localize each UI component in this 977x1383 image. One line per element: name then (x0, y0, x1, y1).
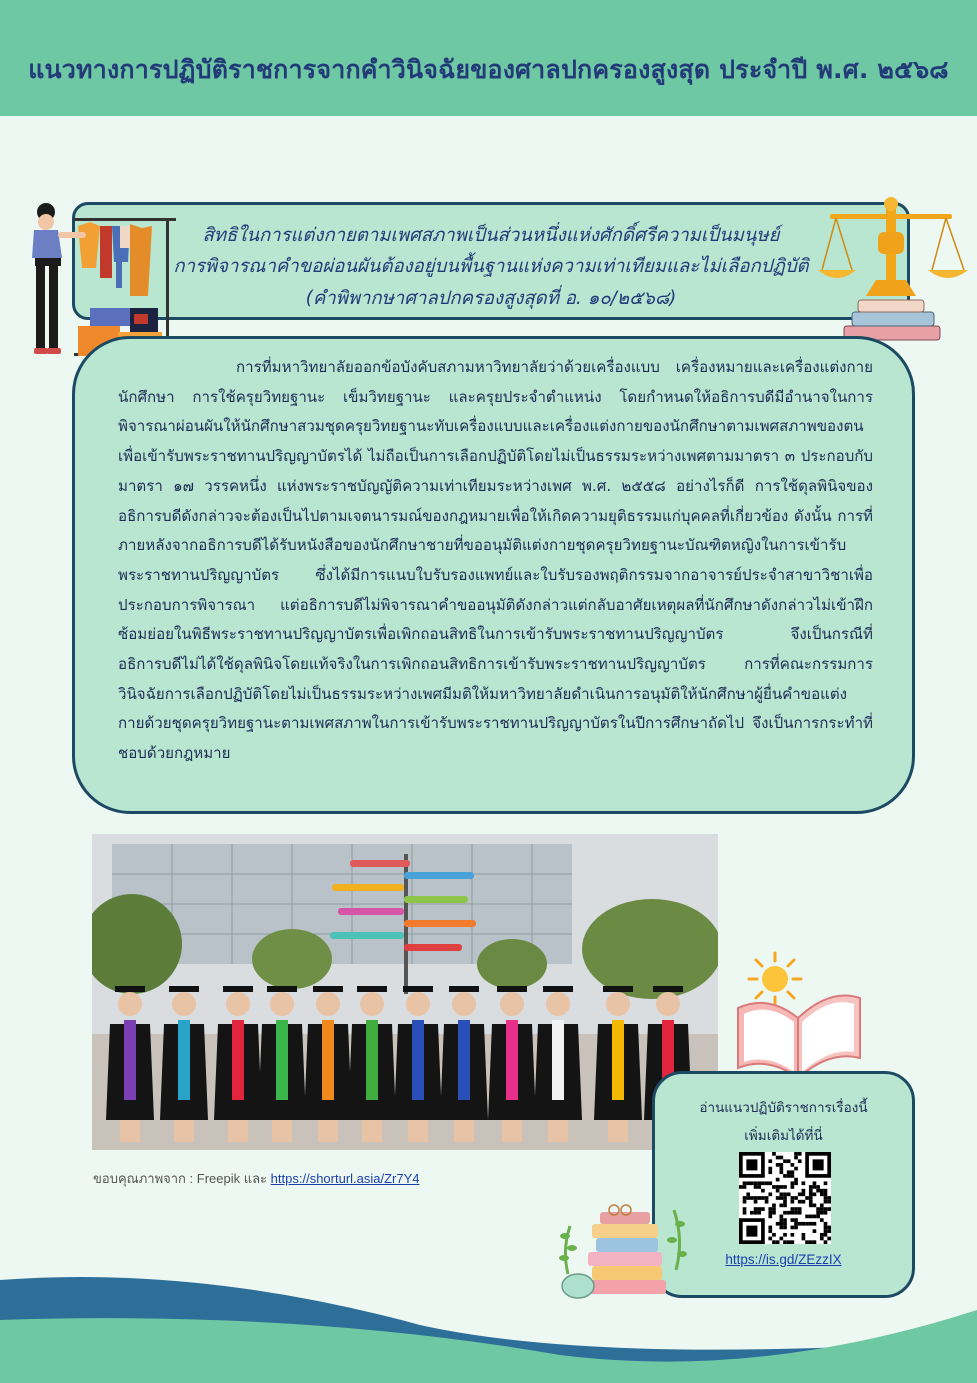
page-title: แนวทางการปฏิบัติราชการจากคำวินิจฉัยของศาลปกครองสูงสุด ประจำปี พ.ศ. ๒๕๖๘ (28, 55, 949, 84)
graduation-photo (92, 834, 718, 1150)
qr-code[interactable] (739, 1152, 831, 1244)
qr-box (652, 1071, 915, 1298)
credit-link[interactable]: https://shorturl.asia/Zr7Y4 (270, 1171, 420, 1186)
bottom-wave-decoration (0, 1270, 977, 1383)
open-book-icon (732, 988, 866, 1084)
body-paragraph: การที่มหาวิทยาลัยออกข้อบังคับสภามหาวิทยาลัยว่าด้วยเครื่องแบบ เครื่องหมายและเครื่องแต่งกายนักศึกษา การใช้ครุยวิทยฐานะ เข็มวิทยฐานะ และครุยประจำตำแหน่ง โดยกำหนดให้อธิการบดีมีอำนาจในการพิจารณาผ่อนผันให้นักศึกษาสวมชุดครุยวิทยฐานะทับเครื่องแบบและเครื่องแต่งกายของนักศึกษาตามเพศสภาพของตนเพื่อเข้ารับพระราชทานปริญญาบัตรได้ ไม่ถือเป็นการเลือกปฏิบัติโดยไม่เป็นธรรมระหว่างเพศตามมาตรา ๓ ประกอบกับมาตรา ๑๗ วรรคหนึ่ง แห่งพระราชบัญญัติความเท่าเทียมระหว่างเพศ พ.ศ. ๒๕๕๘ อย่างไรก็ดี การใช้ดุลพินิจของอธิการบดีดังกล่าวจะต้องเป็นไปตามเจตนารมณ์ของกฎหมายเพื่อให้เกิดความยุติธรรมแก่บุคคลที่เกี่ยวข้อง ดังนั้น การที่ภายหลังจากอธิการบดีได้รับหนังสือของนักศึกษาชายที่ขออนุมัติแต่งกายชุดครุยวิทยฐานะบัณฑิตหญิงในการเข้ารับพระราชทานปริญญาบัตร ซึ่งได้มีการแนบใบรับรองแพทย์และใบรับรองพฤติกรรมจากอาจารย์ประจำสาขาวิชาเพื่อประกอบการพิจารณา แต่อธิการบดีไม่พิจารณาคำขออนุมัติดังกล่าวแต่กลับอาศัยเหตุผลที่นักศึกษาดังกล่าวไม่เข้าฝึกซ้อมย่อยในพิธีพระราชทานปริญญาบัตรเพื่อเพิกถอนสิทธิในการเข้ารับพระราชทานปริญญาบัตร จึงเป็นกรณีที่อธิการบดีไม่ได้ใช้ดุลพินิจโดยแท้จริงในการเพิกถอนสิทธิการเข้ารับพระราชทานปริญญาบัตร การที่คณะกรรมการวินิจฉัยการเลือกปฏิบัติโดยไม่เป็นธรรมระหว่างเพศมีมติให้มหาวิทยาลัยดำเนินการอนุมัติให้นักศึกษาผู้ยื่นคำขอแต่งกายด้วยชุดครุยวิทยฐานะตามเพศสภาพในการเข้ารับพระราชทานปริญญาบัตรในปีการศึกษาถัดไป จึงเป็นการกระทำที่ชอบด้วยกฎหมาย (118, 358, 873, 763)
title-line-1: สิทธิในการแต่งกายตามเพศสภาพเป็นส่วนหนึ่งแห่งศักดิ์ศรีความเป็นมนุษย์ (202, 225, 780, 246)
title-box (72, 202, 910, 320)
title-line-2: การพิจารณาคำขอผ่อนผันต้องอยู่บนพื้นฐานแห่งความเท่าเทียมและไม่เลือกปฏิบัติ (173, 256, 809, 277)
qr-link[interactable]: https://is.gd/ZEzzIX (725, 1252, 842, 1267)
qr-caption-line-1: อ่านแนวปฏิบัติราชการเรื่องนี้ (699, 1100, 868, 1116)
header-bar (0, 0, 977, 116)
credit-text: ขอบคุณภาพจาก : Freepik และ (93, 1171, 271, 1186)
image-credit (93, 1168, 420, 1189)
body-box (72, 336, 915, 814)
title-line-3: (คำพิพากษาศาลปกครองสูงสุดที่ อ. ๑๐/๒๕๖๘) (305, 288, 677, 309)
scales-of-justice-icon (816, 192, 970, 348)
qr-caption-line-2: เพิ่มเติมได้ที่นี่ (744, 1128, 823, 1144)
